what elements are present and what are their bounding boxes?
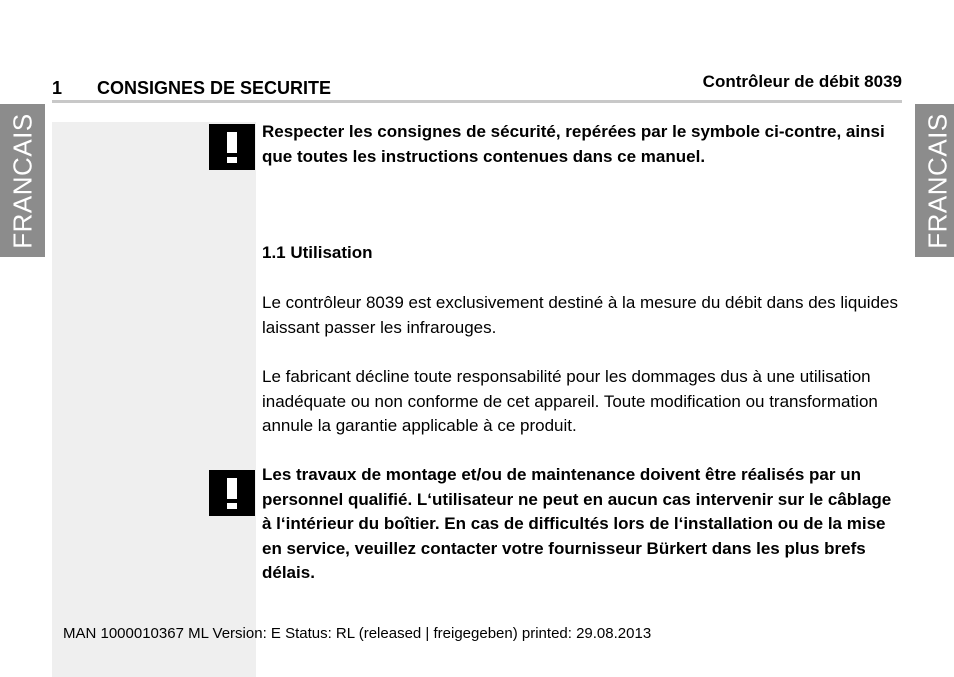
exclamation-warning-icon [209, 124, 255, 170]
warning-text-1: Respecter les consignes de sécurité, repérées par le symbole ci-contre, ainsi que toutes les instructions contenues dans ce manuel. [262, 122, 885, 166]
side-tab-left-label: FRANCAIS [7, 112, 37, 249]
side-tab-left [0, 104, 45, 257]
paragraph-1: Le contrôleur 8039 est exclusivement destiné à la mesure du débit dans des liquides laissant passer les infrarouges. [262, 293, 898, 337]
exclamation-warning-icon [209, 470, 255, 516]
paragraph-2: Le fabricant décline toute responsabilité pour les dommages dus à une utilisation inadéquate ou non conforme de cet appareil. Toute modification ou transformation annule la garantie applicable à ce produit. [262, 367, 878, 435]
header-rule [52, 100, 902, 103]
side-tab-right [915, 104, 954, 257]
warning-text-2: Les travaux de montage et/ou de maintenance doivent être réalisés par un personnel qualifié. L‘utilisateur ne peut en aucun cas intervenir sur le câblage à l‘intérieur du boîtier. En cas de difficultés lors de l‘installation ou de la mise en service, veuillez contacter votre fournisseur Bürkert dans les plus brefs délais. [262, 465, 892, 582]
chapter-title: CONSIGNES DE SECURITE [97, 78, 332, 98]
footer-document-info: MAN 1000010367 ML Version: E Status: RL (released | freigegeben) printed: 29.08.2013 [63, 625, 652, 642]
section-heading: 1.1 Utilisation [262, 243, 373, 262]
product-title: Contrôleur de débit 8039 [702, 72, 902, 91]
side-tab-right-label: FRANCAIS [922, 112, 952, 249]
chapter-number: 1 [52, 78, 63, 98]
margin-column [52, 122, 256, 677]
